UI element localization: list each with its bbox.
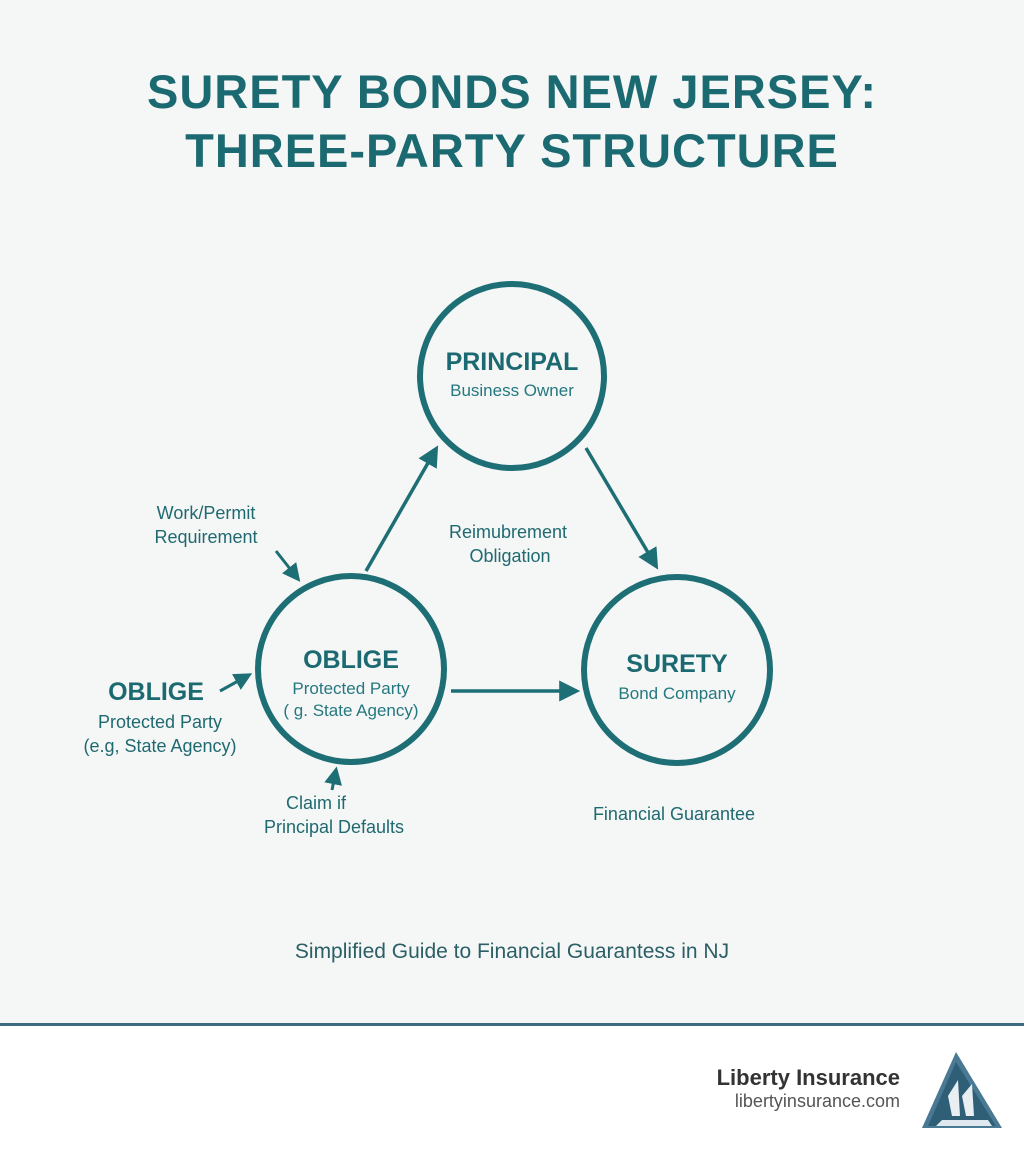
diagram-subtitle: Simplified Guide to Financial Guarantess in NJ	[294, 940, 730, 963]
principal-subtitle: Business Owner	[450, 381, 574, 400]
reimbursement-line-2: Obligation	[469, 546, 551, 566]
oblige-subtitle-line-2: ( g. State Agency)	[283, 701, 419, 720]
side-oblige-line-1: Protected Party	[97, 712, 223, 732]
surety-title: SURETY	[626, 650, 728, 678]
brand-url: libertyinsurance.com	[734, 1091, 900, 1111]
work-permit-line-1: Work/Permit	[156, 503, 256, 523]
claim-line-1: Claim if	[285, 793, 346, 813]
title-line-1: SURETY BONDS NEW JERSEY:	[147, 65, 877, 118]
side-oblige-line-2: (e.g, State Agency)	[83, 736, 237, 756]
financial-guarantee-label: Financial Guarantee	[592, 804, 756, 824]
oblige-title: OBLIGE	[303, 646, 399, 674]
surety-subtitle: Bond Company	[618, 684, 736, 703]
liberty-logo-icon	[918, 1050, 1004, 1130]
claim-line-2: Principal Defaults	[263, 817, 405, 837]
title-line-2: THREE-PARTY STRUCTURE	[185, 124, 839, 177]
principal-title: PRINCIPAL	[445, 348, 579, 376]
arrow-work-permit	[276, 551, 298, 579]
reimbursement-line-1: Reimubrement	[448, 522, 568, 542]
brand-name: Liberty Insurance	[716, 1065, 900, 1090]
oblige-subtitle-line-1: Protected Party	[292, 679, 410, 698]
side-oblige-title: OBLIGE	[108, 678, 204, 706]
arrow-claim	[332, 770, 336, 790]
work-permit-line-2: Requirement	[154, 527, 258, 547]
